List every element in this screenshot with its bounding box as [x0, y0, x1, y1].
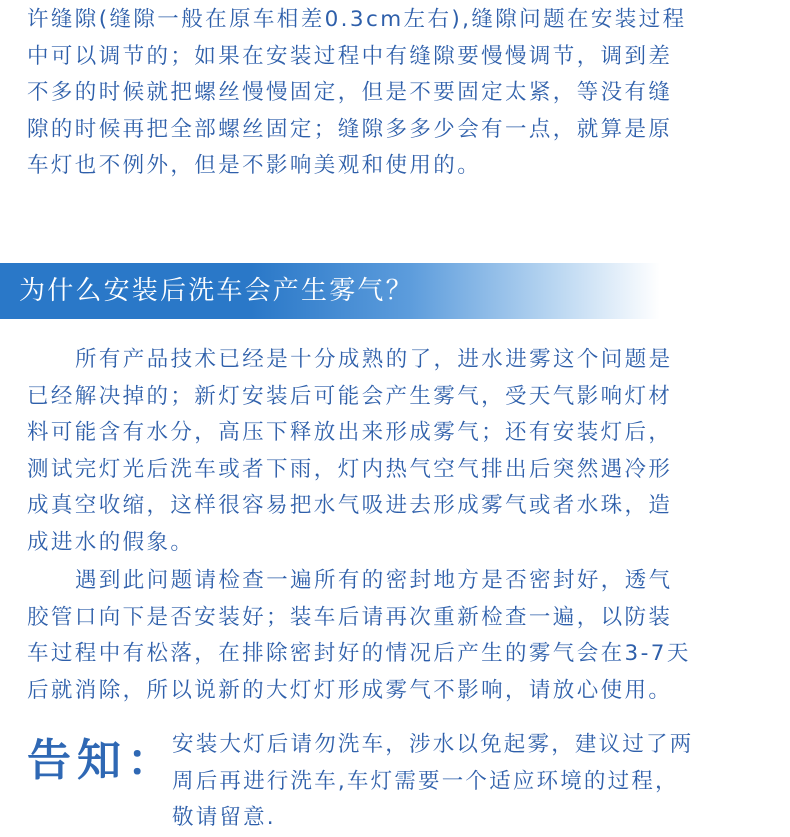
intro-line: 隙的时候再把全部螺丝固定；缝隙多多少会有一点，就算是原 [27, 116, 673, 142]
notice-line: 敬请留意. [172, 805, 276, 830]
paragraph-line: 遇到此问题请检查一遍所有的密封地方是否密封好，透气 [75, 568, 673, 593]
section-heading-bar [0, 263, 660, 319]
paragraph-line: 车过程中有松落，在排除密封好的情况后产生的雾气会在3-7天 [27, 641, 691, 666]
paragraph-line: 成真空收缩，这样很容易把水气吸进去形成雾气或者水珠，造 [27, 493, 673, 518]
paragraph-line: 成进水的假象。 [27, 529, 195, 555]
paragraph-line: 料可能含有水分，高压下释放出来形成雾气；还有安装灯后， [27, 420, 673, 445]
paragraph-line: 测试完灯光后洗车或者下雨，灯内热气空气排出后突然遇冷形 [27, 456, 673, 482]
intro-line: 不多的时候就把螺丝慢慢固定，但是不要固定太紧，等没有缝 [27, 80, 673, 105]
intro-line: 车灯也不例外，但是不影响美观和使用的。 [27, 153, 482, 178]
intro-line: 中可以调节的；如果在安装过程中有缝隙要慢慢调节，调到差 [27, 43, 673, 69]
fog-explanation-paragraph [27, 342, 772, 561]
paragraph-line: 胶管口向下是否安装好；装车后请再次重新检查一遍，以防装 [27, 604, 673, 630]
section-heading: 为什么安装后洗车会产生雾气？ [19, 276, 414, 306]
paragraph-line: 后就消除，所以说新的大灯灯形成雾气不影响，请放心使用。 [27, 677, 673, 703]
intro-paragraph [27, 2, 772, 185]
inspection-advice-paragraph [27, 563, 772, 709]
intro-line: 许缝隙(缝隙一般在原车相差0.3cm左右),缝隙问题在安装过程 [27, 7, 687, 32]
paragraph-line: 已经解决掉的；新灯安装后可能会产生雾气，受天气影响灯材 [27, 383, 673, 409]
notice-text [172, 727, 772, 837]
notice-label: 告知： [27, 735, 177, 786]
paragraph-line: 所有产品技术已经是十分成熟的了，进水进雾这个问题是 [75, 347, 673, 372]
notice-line: 周后再进行洗车,车灯需要一个适应环境的过程， [172, 768, 679, 794]
notice-line: 安装大灯后请勿洗车，涉水以免起雾，建议过了两 [172, 732, 694, 757]
